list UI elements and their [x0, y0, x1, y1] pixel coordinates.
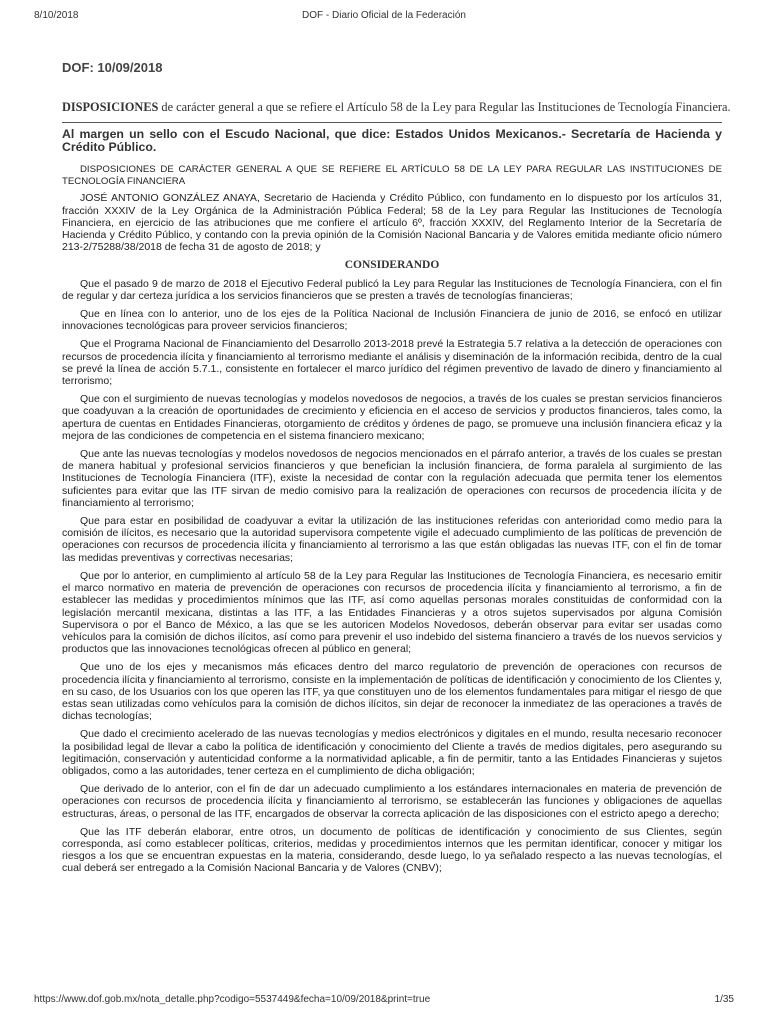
paragraph: Que para estar en posibilidad de coadyuvar a evitar la utilización de las instituciones referidas con anterioridad como medio para la comisión de ilícitos, es necesario que la autoridad supervisora competente vigile el adecuado cumplimiento de las políticas de prevención de operaciones con recursos de procedencia ilícita y financiamiento al terrorismo a las que están obligadas las nuevas ITF, con el fin de tomar las medidas preventivas y correctivas necesarias;: [62, 515, 722, 564]
paragraph: Que con el surgimiento de nuevas tecnologías y modelos novedosos de negocios, a través de los cuales se prestan servicios financieros que coadyuvan a la creación de oportunidades de crecimiento y eficiencia en el acceso de servicios y productos financieros, tales como, la apertura de cuentas en Entidades Financieras, otorgamiento de créditos y órdenes de pago, se promueve una inclusión financiera eficaz y la mejora de las condiciones de competencia en el sistema financiero mexicano;: [62, 393, 722, 442]
paragraph: Que dado el crecimiento acelerado de las nuevas tecnologías y medios electrónicos y digitales en el mundo, resulta necesario reconocer la posibilidad legal de llevar a cabo la política de identificación y conocimiento del Cliente a través de medios digitales, pero asegurando su legitimación, conservación y autenticidad conforme a la normatividad aplicable, a fin de permitir, tanto a las Entidades Financieras y sujetos obligados, como a las autoridades, tener certeza en el cumplimiento de dicha obligación;: [62, 728, 722, 777]
heading-caps: DISPOSICIONES DE CARÁCTER GENERAL A QUE SE REFIERE EL ARTÍCULO 58 DE LA LEY PARA REGULAR LAS INSTITUCIONES DE TECNOLOGÍA FINANCIERA: [62, 164, 722, 188]
intro-paragraph: JOSÉ ANTONIO GONZÁLEZ ANAYA, Secretario de Hacienda y Crédito Público, con fundamento en lo dispuesto por los artículos 31, fracción XXXIV de la Ley Orgánica de la Administración Pública Federal; 58 de la Ley para Regular las Instituciones de Tecnología Financiera, en ejercicio de las atribuciones que me confiere el artículo 6º, fracción XXXIV, del Reglamento Interior de la Secretaría de Hacienda y Crédito Público, y contando con la previa opinión de la Comisión Nacional Bancaria y de Valores emitida mediante oficio número 213-2/75288/38/2018 de fecha 31 de agosto de 2018; y: [62, 192, 722, 254]
print-title: DOF - Diario Oficial de la Federación: [302, 10, 466, 21]
document-title-rest: de carácter general a que se refiere el Artículo 58 de la Ley para Regular las Instituciones de Tecnología Financiera.: [158, 100, 731, 114]
document-title-bold: DISPOSICIONES: [62, 100, 159, 114]
document-title: [62, 100, 731, 115]
considerando-heading: CONSIDERANDO: [344, 259, 440, 272]
document-body: [62, 164, 722, 881]
title-divider: [62, 122, 722, 123]
paragraph: Que las ITF deberán elaborar, entre otros, un documento de políticas de identificación y conocimiento de sus Clientes, según corresponda, así como establecer políticas, criterios, medidas y procedimientos internos que les permitan identificar, conocer y mitigar los riesgos a los que se encuentran expuestas en la materia, considerando, desde luego, lo ya señalado respecto a las nuevas tecnologías, el cual deberá ser entregado a la Comisión Nacional Bancaria y de Valores (CNBV);: [62, 825, 722, 875]
paragraph: Que por lo anterior, en cumplimiento al artículo 58 de la Ley para Regular las Instituciones de Tecnología Financiera, es necesario emitir el marco normativo en materia de prevención de operaciones con recursos de procedencia ilícita y financiamiento al terrorismo, a fin de establecer las medidas y procedimientos mínimos que las ITF, así como aquellas personas morales constituidas de conformidad con la legislación mercantil mexicana, distintas a las ITF, a las Entidades Financieras y a otros sujetos supervisados por alguna Comisión Supervisora o por el Banco de México, a las que se les autoricen Modelos Novedosos, deberán observar para evitar ser usadas como vehículos para la comisión de dichos ilícitos, así como para prevenir el uso indebido del sistema financiero a través de los nuevos servicios y productos que las innovaciones tecnológicas ofrecen al público en general;: [62, 569, 722, 656]
paragraph: Que derivado de lo anterior, con el fin de dar un adecuado cumplimiento a los estándares internacionales en materia de prevención de operaciones con recursos de procedencia ilícita y financiamiento al terrorismo, se establecerán las funciones y obligaciones de aquellas estructuras, áreas, o personal de las ITF, encargados de observar la correcta aplicación de las disposiciones con el estricto apego a derecho;: [62, 783, 722, 820]
paragraph: Que uno de los ejes y mecanismos más eficaces dentro del marco regulatorio de prevención de operaciones con recursos de procedencia ilícita y financiamiento al terrorismo, consiste en la implementación de políticas de identificación y conocimiento de los Clientes y, en su caso, de los Usuarios con los que operen las ITF, ya que constituyen uno de los elementos fundamentales para mitigar el riesgo de que estas sean utilizadas como vehículos para la comisión de dichos ilícitos, sin dejar de reconocer la inmediatez de las operaciones a través de dichas tecnologías;: [62, 661, 722, 723]
paragraph: Que ante las nuevas tecnologías y modelos novedosos de negocios mencionados en el párrafo anterior, a través de los cuales se prestan de manera habitual y profesional servicios financieros y que benefician la inclusión financiera, de forma paralela al surgimiento de las Instituciones de Tecnología Financiera (ITF), existe la necesidad de contar con la regulación adecuada que permita tener los elementos suficientes para evitar que las ITF sirvan de medio comisivo para la realización de operaciones con recursos de procedencia ilícita y de financiamiento al terrorismo;: [62, 448, 722, 509]
paragraph: Que el Programa Nacional de Financiamiento del Desarrollo 2013-2018 prevé la Estrategia 5.7 relativa a la detección de operaciones con recursos de procedencia ilícita y financiamiento al terrorismo mediante el análisis y diseminación de la información recibida, dentro de la cual se prevé la línea de acción 5.7.1., consistente en fortalecer el marco jurídico del régimen preventivo de lavado de dinero y financiamiento al terrorismo;: [62, 338, 722, 388]
dof-date: DOF: 10/09/2018: [62, 60, 163, 75]
print-url: https://www.dof.gob.mx/nota_detalle.php?codigo=5537449&fecha=10/09/2018&print=true: [34, 994, 431, 1005]
margin-note: Al margen un sello con el Escudo Nacional, que dice: Estados Unidos Mexicanos.- Secretaría de Hacienda y Crédito Público.: [62, 127, 722, 154]
page-number: 1/35: [714, 994, 734, 1005]
paragraph: Que en línea con lo anterior, uno de los ejes de la Política Nacional de Inclusión Financiera de junio de 2016, se enfocó en utilizar innovaciones tecnológicas para proveer servicios financieros;: [62, 308, 722, 333]
print-date: 8/10/2018: [34, 10, 79, 21]
paragraph: Que el pasado 9 de marzo de 2018 el Ejecutivo Federal publicó la Ley para Regular las Instituciones de Tecnología Financiera, con el fin de regular y dar certeza jurídica a los servicios financieros que se presten a través de tecnologías financieras;: [62, 277, 722, 302]
